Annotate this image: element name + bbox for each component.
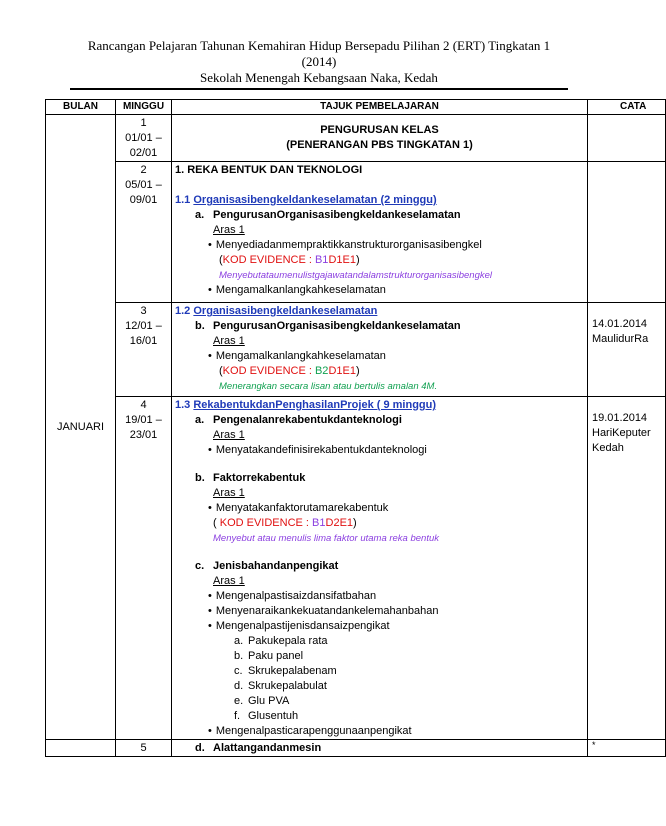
list-item: b. Paku panel xyxy=(234,650,304,662)
item-heading xyxy=(175,559,587,574)
item-heading xyxy=(175,471,587,486)
note-date: 14.01.2014 xyxy=(592,318,648,330)
item-title: Jenisbahandanpengikat xyxy=(213,560,339,572)
week-date-start: 19/01 – xyxy=(125,414,162,426)
subtopic-link[interactable]: RekabentukdanPenghasilanProjek ( 9 minggu) xyxy=(193,399,437,411)
table-row xyxy=(46,740,666,757)
item-heading xyxy=(175,413,587,428)
table-row xyxy=(46,397,666,740)
subtopic-number: 1.3 xyxy=(175,399,191,411)
week-cell xyxy=(116,397,172,740)
note-holiday: MaulidurRa xyxy=(592,333,649,345)
week-cell xyxy=(116,740,172,757)
week-number: 4 xyxy=(140,399,147,411)
subtopic-heading xyxy=(175,398,587,413)
bullet-item: • Menyatakandefinisirekabentukdanteknologi xyxy=(175,443,587,458)
subtopic-heading xyxy=(175,304,587,319)
week-cell xyxy=(116,115,172,162)
header-catatan: CATA xyxy=(588,100,666,115)
note-mark: * xyxy=(592,740,596,750)
subtopic-number: 1.1 xyxy=(175,194,191,206)
level-label: Aras 1 xyxy=(213,487,245,499)
item-title: Pengenalanrekabentukdanteknologi xyxy=(213,414,402,426)
subtopic-link[interactable]: Organisasibengkeldankeselamatan (2 minggu) xyxy=(193,194,437,206)
week-number: 1 xyxy=(140,117,147,129)
week-number: 2 xyxy=(140,164,147,176)
week-cell xyxy=(116,162,172,303)
topic-cell xyxy=(172,397,588,740)
list-item: d. Skrukepalabulat xyxy=(234,680,327,692)
bullet-item: • Mengamalkanlangkahkeselamatan xyxy=(175,283,587,298)
topic-title: PENGURUSAN KELAS xyxy=(320,124,439,136)
week-date-start: 12/01 – xyxy=(125,320,162,332)
table-header-row xyxy=(46,100,666,115)
item-heading xyxy=(175,741,587,756)
level-label: Aras 1 xyxy=(213,575,245,587)
notes-cell xyxy=(588,397,666,740)
subtopic-heading xyxy=(175,193,587,208)
item-title: Alattangandanmesin xyxy=(213,742,322,754)
week-cell xyxy=(116,303,172,397)
level-label: Aras 1 xyxy=(213,224,245,236)
topic-cell xyxy=(172,162,588,303)
subtopic-link[interactable]: Organisasibengkeldankeselamatan xyxy=(193,305,378,317)
notes-cell xyxy=(588,303,666,397)
header-tajuk: TAJUK PEMBELAJARAN xyxy=(172,100,588,115)
bullet-item: • Mengenalpastijenisdansaizpengikat xyxy=(175,619,587,634)
topic-cell xyxy=(172,740,588,757)
month-label: JANUARI xyxy=(56,420,105,433)
header-bulan: BULAN xyxy=(46,100,116,115)
item-heading xyxy=(175,319,587,334)
item-title: PengurusanOrganisasibengkeldankeselamatan xyxy=(213,320,461,332)
section-heading: 1. REKA BENTUK DAN TEKNOLOGI xyxy=(175,164,363,176)
item-heading xyxy=(175,208,587,223)
table-row xyxy=(46,115,666,162)
subtopic-number: 1.2 xyxy=(175,305,191,317)
note-date: 19.01.2014 xyxy=(592,412,648,424)
list-item: a. Pakukepala rata xyxy=(234,635,328,647)
topic-cell xyxy=(172,303,588,397)
bullet-item: • Menyatakanfaktorutamarekabentuk xyxy=(175,501,587,516)
document-title: Rancangan Pelajaran Tahunan Kemahiran Hidup Bersepadu Pilihan 2 (ERT) Tingkatan 1 xyxy=(87,38,551,53)
item-letter: c. xyxy=(195,560,205,572)
notes-cell xyxy=(588,115,666,162)
week-date-start: 01/01 – xyxy=(125,132,162,144)
list-item: f. Glusentuh xyxy=(234,710,299,722)
item-title: PengurusanOrganisasibengkeldankeselamatan xyxy=(213,209,461,221)
document-year: (2014) xyxy=(301,54,337,69)
table-row xyxy=(46,162,666,303)
lesson-plan-table xyxy=(45,99,666,757)
topic-subtitle: (PENERANGAN PBS TINGKATAN 1) xyxy=(286,139,473,151)
week-date-end: 09/01 xyxy=(129,194,158,206)
table-row xyxy=(46,303,666,397)
topic-cell xyxy=(172,115,588,162)
week-date-start: 05/01 – xyxy=(125,179,162,191)
week-number: 3 xyxy=(140,305,147,317)
bullet-item: • Mengenalpasticarapenggunaanpengikat xyxy=(175,724,587,739)
bullet-item: • Mengenalpastisaizdansifatbahan xyxy=(175,589,587,604)
item-letter: a. xyxy=(195,209,205,221)
bullet-item: • Menyediadanmempraktikkanstrukturorganisasibengkel xyxy=(175,238,587,253)
item-letter: b. xyxy=(195,472,205,484)
evidence-code: ( KOD EVIDENCE : B1D2E1) xyxy=(213,517,357,529)
month-cell-empty xyxy=(46,740,116,757)
week-date-end: 23/01 xyxy=(129,429,158,441)
item-letter: a. xyxy=(195,414,205,426)
item-title: Faktorrekabentuk xyxy=(213,472,306,484)
header-minggu: MINGGU xyxy=(116,100,172,115)
notes-cell xyxy=(588,162,666,303)
week-number: 5 xyxy=(140,742,147,754)
week-date-end: 16/01 xyxy=(129,335,158,347)
list-item: c. Skrukepalabenam xyxy=(234,665,337,677)
note-state: Kedah xyxy=(592,442,624,454)
item-letter: d. xyxy=(195,742,205,754)
bullet-item: • Mengamalkanlangkahkeselamatan xyxy=(175,349,587,364)
school-name: Sekolah Menengah Kebangsaan Naka, Kedah xyxy=(200,70,438,85)
notes-cell xyxy=(588,740,666,757)
evidence-code: (KOD EVIDENCE : B1D1E1) xyxy=(219,254,360,266)
level-label: Aras 1 xyxy=(213,429,245,441)
item-letter: b. xyxy=(195,320,205,332)
note-holiday: HariKeputer xyxy=(592,427,651,439)
evidence-note: Menerangkan secara lisan atau bertulis amalan 4M. xyxy=(219,381,438,392)
evidence-note: Menyebutataumenulistgajawatandalamstrukturorganisasibengkel xyxy=(219,270,493,281)
level-label: Aras 1 xyxy=(213,335,245,347)
list-item: e. Glu PVA xyxy=(234,695,290,707)
bullet-item: • Menyenaraikankekuatandankelemahanbahan xyxy=(175,604,587,619)
evidence-code: (KOD EVIDENCE : B2D1E1) xyxy=(219,365,360,377)
header-rule xyxy=(70,88,568,90)
week-date-end: 02/01 xyxy=(129,147,158,159)
month-cell xyxy=(46,115,116,740)
evidence-note: Menyebut atau menulis lima faktor utama reka bentuk xyxy=(213,533,440,544)
